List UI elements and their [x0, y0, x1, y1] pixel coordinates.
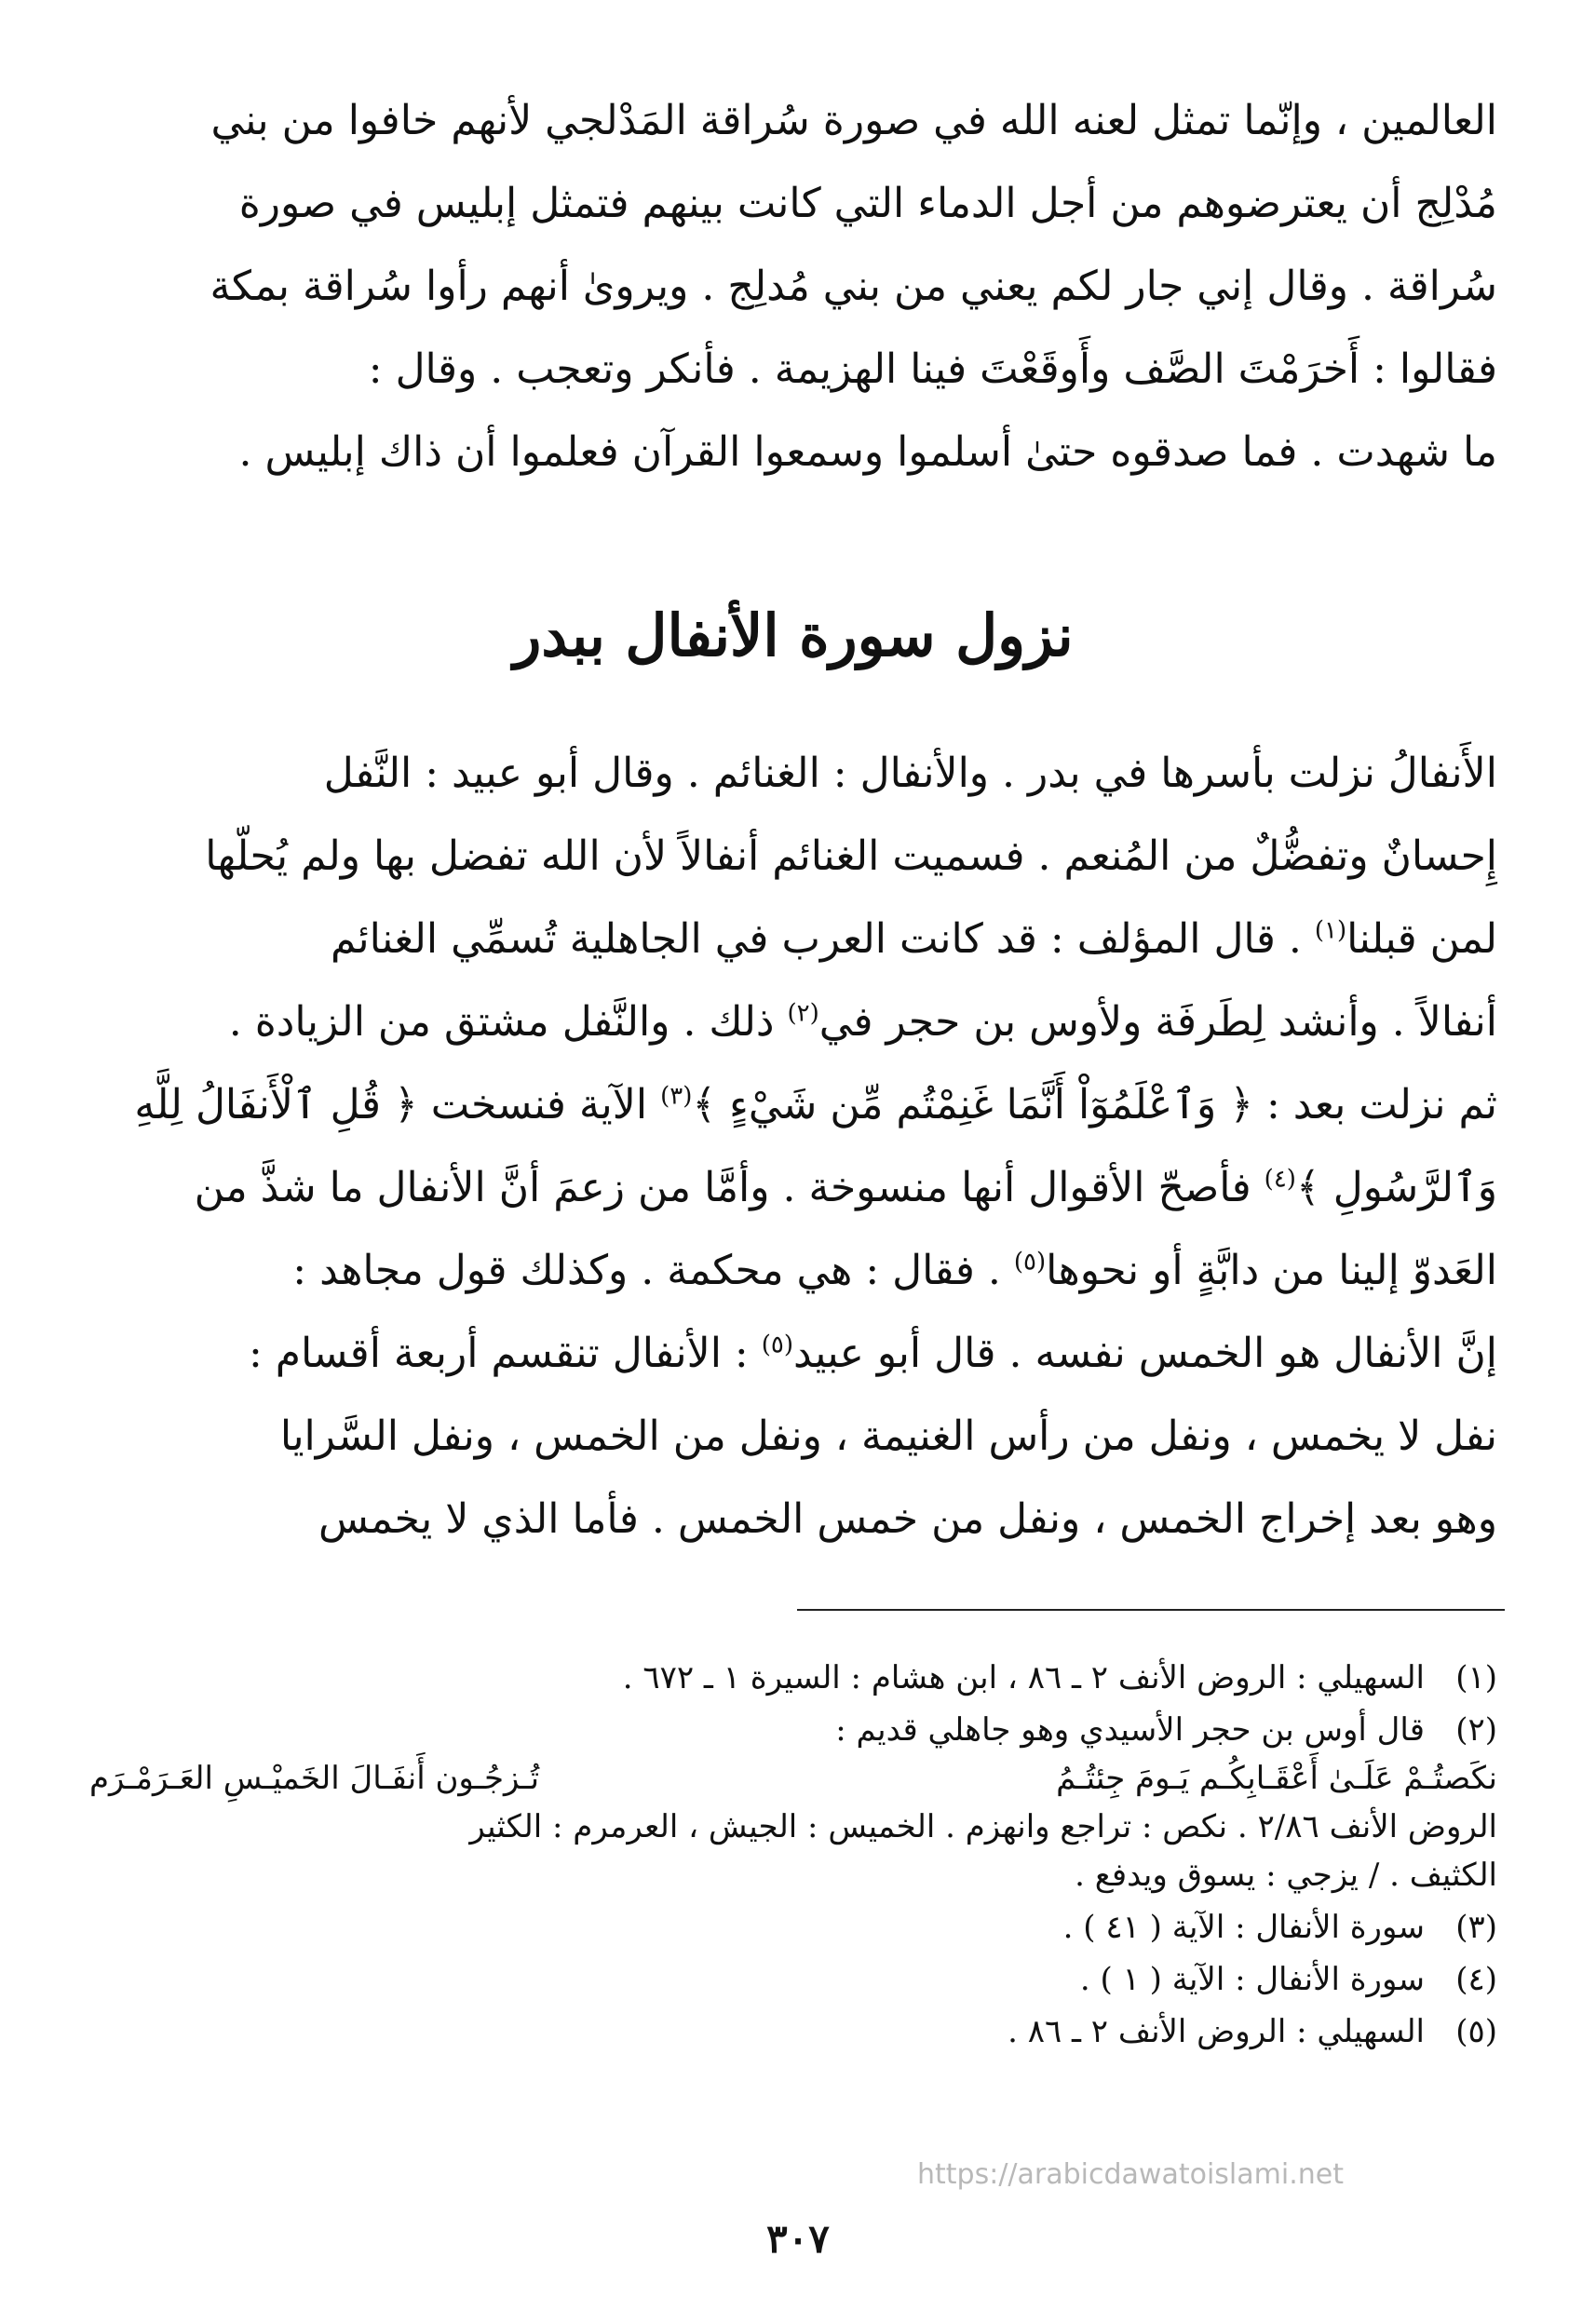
text-line [89, 1312, 1497, 1395]
text-segment: ذلك . والنَّفل مشتق من الزيادة . [228, 998, 788, 1046]
text-line [89, 898, 1497, 980]
footnote-text: سورة الأنفال : الآية ( ٤١ ) . [1062, 1909, 1425, 1946]
top-paragraph [89, 79, 1497, 493]
text-segment: فأصحّ الأقوال أنها منسوخة . وأمَّا من زعمَ أنَّ الأنفال ما شذَّ من [194, 1164, 1265, 1211]
text-line: مُدْلِج أن يعترضوهم من أجل الدماء التي كانت بينهم فتمثل إبليس في صورة [238, 180, 1497, 227]
text-line: سُراقة . وقال إني جار لكم يعني من بني مُدلِج . ويروىٰ أنهم رأوا سُراقة بمكة [210, 263, 1497, 310]
text-line [89, 1229, 1497, 1312]
footnote-note: الكثيف . / يزجي : يسوق ويدفع . [1075, 1857, 1497, 1894]
text-line: وهو بعد إخراج الخمس ، ونفل من خمس الخمس . فأما الذي لا يخمس [318, 1495, 1497, 1543]
footnote-2 [89, 1706, 1497, 1899]
section-heading: نزول سورة الأنفال ببدر [513, 601, 1074, 669]
text-segment: . فقال : هي محكمة . وكذلك قول مجاهد : [292, 1247, 1014, 1294]
footnote-1 [89, 1654, 1497, 1702]
footnote-ref[interactable]: (٥) [1013, 1248, 1047, 1277]
text-segment: . قال المؤلف : قد كانت العرب في الجاهلية تُسمِّي الغنائم [331, 915, 1315, 963]
footnote-ref[interactable]: (١) [1314, 916, 1347, 945]
footnote-3 [89, 1903, 1497, 1952]
text-line: ما شهدت . فما صدقوه حتىٰ أسلموا وسمعوا القرآن فعلموا أن ذاك إبليس . [238, 428, 1497, 476]
main-paragraph [89, 732, 1497, 1561]
footnotes [89, 1654, 1497, 2056]
verse-first-hemistich: نكَصتُـمْ عَلَـىٰ أَعْقَـابِكُـم يَـومَ جِئتُـمُ [1056, 1760, 1497, 1797]
text-line [89, 980, 1497, 1063]
footnote-intro: قال أوس بن حجر الأسيدي وهو جاهلي قديم : [835, 1711, 1425, 1749]
footnote-ref[interactable]: (٥) [761, 1331, 794, 1359]
footnote-number: (٣) [1455, 1909, 1497, 1946]
footnote-text: السهيلي : الروض الأنف ٢ ـ ٨٦ . [1008, 2013, 1425, 2050]
footnote-4 [89, 1955, 1497, 2004]
watermark: https://arabicdawatoislami.net [917, 2158, 1344, 2191]
footnote-divider [797, 1609, 1505, 1611]
footnote-note: الروض الأنف ٢/٨٦ . نكص : تراجع وانهزم . الخميس : الجيش ، العرمرم : الكثير [469, 1808, 1497, 1845]
footnote-number: (١) [1455, 1659, 1497, 1696]
footnote-text [89, 1706, 1497, 1899]
footnote-number: (٥) [1455, 2013, 1497, 2050]
quran-quote: وَٱلرَّسُولِ ﴾ [1295, 1164, 1497, 1211]
footnote-number: (٤) [1455, 1961, 1497, 1998]
footnote-5 [89, 2007, 1497, 2056]
text-line [89, 1146, 1497, 1229]
text-line: الأَنفالُ نزلت بأسرها في بدر . والأنفال : الغنائم . وقال أبو عبيد : النَّفل [323, 750, 1497, 797]
text-line: نفل لا يخمس ، ونفل من رأس الغنيمة ، ونفل من الخمس ، ونفل السَّرايا [279, 1412, 1497, 1460]
text-segment: إنَّ الأنفال هو الخمس نفسه . قال أبو عبيد [793, 1330, 1497, 1377]
text-line: العالمين ، وإنّما تمثل لعنه الله في صورة سُراقة المَدْلجي لأنهم خافوا من بني [210, 97, 1497, 144]
footnote-ref[interactable]: (٢) [787, 999, 819, 1028]
text-line [89, 1063, 1497, 1146]
verse-second-hemistich: تُـزجُـون أَنفَـالَ الخَميْـسِ العَـرَمْـرَم [89, 1760, 540, 1797]
quran-quote: ثم نزلت بعد : ﴿ وَٱعْلَمُوٓاْ أَنَّمَا غَنِمْتُم مِّن شَيْءٍ ﴾ [692, 1081, 1497, 1128]
text-line: إِحسانٌ وتفضُّلٌ من المُنعم . فسميت الغنائم أنفالاً لأن الله تفضل بها ولم يُحلّها [205, 832, 1497, 880]
page-number: ٣٠٧ [766, 2216, 830, 2262]
footnote-text: السهيلي : الروض الأنف ٢ ـ ٨٦ ، ابن هشام : السيرة ١ ـ ٦٧٢ . [622, 1659, 1425, 1696]
poetry-verse [89, 1754, 1497, 1803]
footnote-text: سورة الأنفال : الآية ( ١ ) . [1079, 1961, 1425, 1998]
text-segment: الآية فنسخت ﴿ قُلِ ٱلْأَنفَالُ لِلَّهِ [134, 1081, 661, 1128]
text-segment: أنفالاً . وأنشد لِطَرفَة ولأوس بن حجر في [818, 998, 1497, 1046]
text-line: فقالوا : أَخرَمْتَ الصَّف وأَوقَعْتَ فينا الهزيمة . فأنكر وتعجب . وقال : [368, 345, 1497, 393]
text-segment: العَدوّ إلينا من دابَّةٍ أو نحوها [1046, 1247, 1497, 1294]
text-segment: : الأنفال تنقسم أربعة أقسام : [248, 1330, 762, 1377]
footnote-ref[interactable]: (٣) [660, 1082, 693, 1111]
text-segment: لمن قبلنا [1346, 915, 1497, 963]
footnote-number: (٢) [1455, 1711, 1497, 1749]
footnote-ref[interactable]: (٤) [1264, 1165, 1296, 1194]
